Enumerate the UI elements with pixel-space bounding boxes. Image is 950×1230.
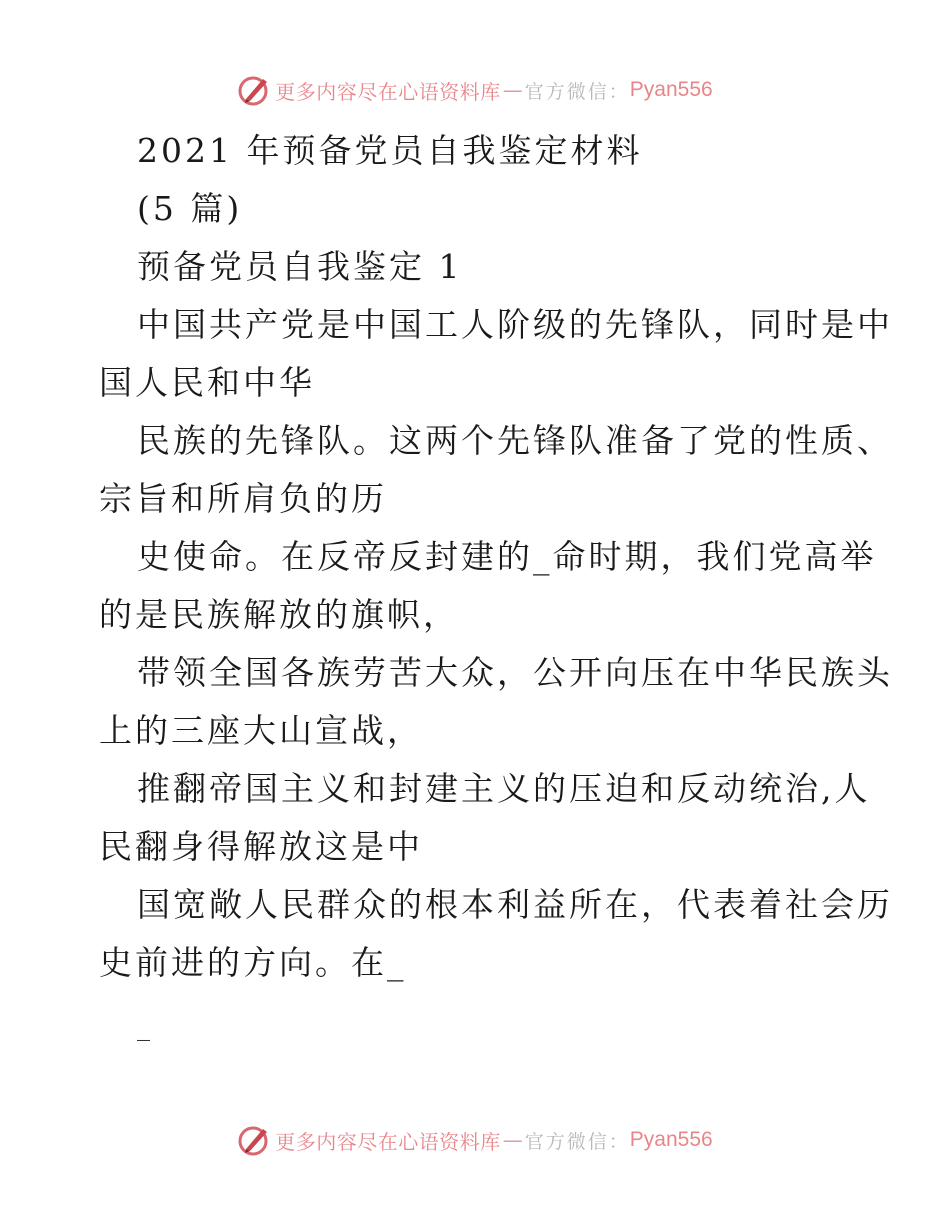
pen-logo-icon — [237, 73, 271, 107]
pen-logo-icon — [237, 1123, 271, 1157]
text-line: 宗旨和所肩负的历 — [99, 479, 387, 518]
text-line: 国人民和中华 — [99, 363, 315, 402]
text-line: 上的三座大山宣战， — [99, 711, 423, 750]
text-line: 推翻帝国主义和封建主义的压迫和反动统治,人 — [137, 769, 871, 808]
watermark-wechat-label: 官方微信： — [524, 80, 630, 103]
text-line: 史使命。在反帝反封建的_命时期，我们党高举 — [137, 537, 877, 576]
watermark-wechat-label: 官方微信： — [524, 1130, 630, 1153]
text-line: 2021 年预备党员自我鉴定材料 — [137, 131, 643, 170]
watermark-wechat-id: Pyan556 — [629, 1128, 713, 1151]
watermark-wechat-id: Pyan556 — [629, 78, 713, 101]
text-line: 带领全国各族劳苦大众，公开向压在中华民族头 — [137, 653, 893, 692]
watermark-footer — [0, 1120, 950, 1160]
text-line: 国宽敞人民群众的根本利益所在，代表着社会历 — [137, 885, 893, 924]
trailing-mark: _ — [137, 1012, 150, 1042]
text-line: (5 篇) — [137, 189, 243, 228]
watermark-site-text: 更多内容尽在心语资料库 — [275, 1129, 501, 1154]
watermark-dash: — — [502, 78, 523, 102]
text-line: 民翻身得解放这是中 — [99, 827, 423, 866]
watermark-dash: — — [502, 1128, 523, 1152]
text-line: 史前进的方向。在_ — [99, 943, 407, 982]
document-body — [99, 122, 893, 992]
watermark-site-text: 更多内容尽在心语资料库 — [275, 79, 501, 104]
text-line: 民族的先锋队。这两个先锋队准备了党的性质、 — [137, 421, 893, 460]
watermark-header — [0, 70, 950, 110]
text-line: 中国共产党是中国工人阶级的先锋队，同时是中 — [137, 305, 893, 344]
text-line: 预备党员自我鉴定 1 — [137, 247, 463, 286]
text-line: 的是民族解放的旗帜， — [99, 595, 459, 634]
